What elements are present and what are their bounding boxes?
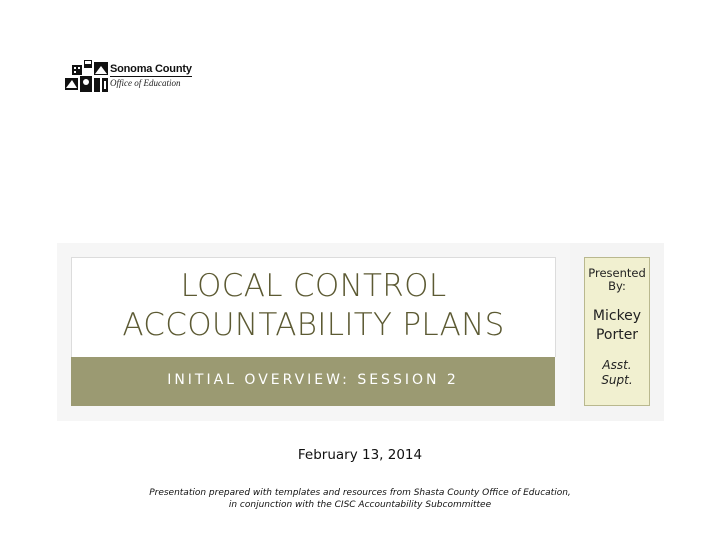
credit-line-2: in conjunction with the CISC Accountability Subcommittee <box>228 500 492 510</box>
subtitle-bar <box>71 357 555 406</box>
presenter-label: Presented By: <box>588 266 646 293</box>
presenter-role-line-2: Supt. <box>601 373 633 387</box>
presentation-date: February 13, 2014 <box>297 447 423 463</box>
sonoma-county-logo <box>64 60 194 96</box>
slide-title <box>72 267 555 345</box>
presenter-first-name: Mickey <box>592 308 642 324</box>
presenter-name <box>585 307 649 345</box>
logo-emblem-icon <box>64 60 110 94</box>
credit-note <box>100 487 620 511</box>
title-line-2: ACCOUNTABILITY PLANS <box>122 307 505 343</box>
logo-name: Sonoma County <box>110 63 192 75</box>
credit-line-1: Presentation prepared with templates and resources from Shasta County Office of Education, <box>149 488 571 498</box>
logo-subtitle: Office of Education <box>110 78 181 88</box>
presenter-last-name: Porter <box>595 327 639 343</box>
presenter-role-line-1: Asst. <box>602 358 632 372</box>
title-box <box>71 257 556 357</box>
slide-subtitle: INITIAL OVERVIEW: SESSION 2 <box>167 372 459 388</box>
title-line-1: LOCAL CONTROL <box>180 268 447 304</box>
presenter-box <box>584 257 650 406</box>
presenter-role <box>585 358 649 388</box>
